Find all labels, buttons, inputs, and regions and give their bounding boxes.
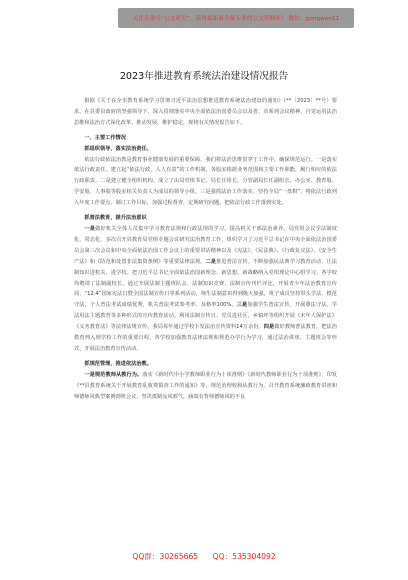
paragraph-lead: 一是规范教师从教行为。 xyxy=(84,371,143,378)
document-body xyxy=(74,96,337,402)
paragraph-lead: 一是 xyxy=(84,225,96,232)
document-title: 2023年推进教育系统法治建设情况报告 xyxy=(119,71,289,82)
subsection-heading: 抓普法教育，提升法治意识 xyxy=(84,215,147,222)
paragraph-lead: 三是 xyxy=(236,302,248,309)
intro-paragraph: 根据《关于在全市教育系统学习贯彻习近平法治思想推进教育系统法治建设的通知》（**〔2023〕**号）要求，在县委县政府的坚强领导下，深入贯彻落实中央全面依法治国委员会以及省、市系列会议精神，自觉运用法治思维和法治方式深化改革、推动发展、维护稳定，现将有关情况报告如下。 xyxy=(74,98,337,126)
body-paragraph xyxy=(74,370,337,403)
banner-text: 关注头条号“公文研究”，获得最新最全最专业的公文资料库！ 微信：gongwen11 xyxy=(132,16,340,22)
paragraph-lead: 二是 xyxy=(205,258,217,265)
section-heading: 一、主要工作情况 xyxy=(84,134,126,141)
footer-contact: QQ群：30265665 QQ：535304092 xyxy=(132,552,276,561)
body-paragraph: 依法行政依法治教是教育事业健康发展的重要保障，我们将法治思维贯穿于工作中，确保规范运行。一是落实依法行政责任。建立起“依法行政，人人有责”的工作机制，各股室根据业务范围和主要工作职能，履行相应的依法行政职责。二是建立健全组织机构。成立了由局党组书记、局长任组长，分管副局长任副组长，办公室、教育股、学安股、人事股等股室相关负责人为成员的领导小组。三是强抓法治工作落实。坚持全局“一盘棋”，将依法行政列入年度工作要点，制订工作目标，加强过程督查，定期研究问题，把依法行政工作落到实处。 xyxy=(74,156,337,207)
paragraph-text: 落实《新时代中小学教师职业行为十项准则》《新时代教师职业行为十项准则》，印发《**县教育系统关于开展教育乱收费摸查工作的通知》等，规范治理校和从教行为。召开教育系统廉政教育讲座和师德师风典型案例剖析会议，坚决抵制妄风邪气，涵端有背师德师风的不良 xyxy=(74,371,337,400)
paragraph-text: 加强学生普法宣传。开展尊法守法、学法用法主题教育等多种形式的宣传教育活动。利用法制宣传日、党员进社区、乡镇坪等组织开展《未年人保护法》《义务教育法》等法律法规宣传。我局每年通过学校下发法治宣传资料14万余份。 xyxy=(74,302,337,331)
paragraph-lead: 四是 xyxy=(263,324,275,331)
subsection-heading: 抓组织领导，落实法治责任。 xyxy=(84,145,152,152)
body-paragraph xyxy=(74,224,337,355)
paragraph-text: 做好机关全体人员集中学习教育法规和行政法规的学习，提高机关干部法治素养。局党组会议学法制度化、常态化，多次召开县教育局党组专题会议研究法治教育工作，组织学习了习近平总书记在中央全面依法治国委员会第三次会议和中央全面依法治国工作会议上的重要讲话精神以及《宪法》、《民法典》、《行政复议法》、《安全生产法》和《防范和处置非法集资条例》等重要法律法规。 xyxy=(74,225,337,265)
paragraph-text: 推进普法宣传。不断加强民法典学习教育活动，让法制知识进机关、进学校。把习近平总书记全面依法治国新理念、新思想、新战略纳入党组理论中心组学习。各学校均聘请了法制副校长，通过开展法制主题班队会、法制知识竞赛、法制宣传刊栏评比，开展青少年法治教育宣传周、“12.4”国家宪法日暨全国法制宣传日等系列活动，师生法制意识得到极大加强，班子成员坚持带头学法、模范守法，个人普法考试成绩优秀，机关普法考试参考率、及格率100%。 xyxy=(74,258,337,309)
header-banner xyxy=(118,8,354,28)
subsection-heading: 抓规范管理，推进依法治教。 xyxy=(84,360,152,367)
paragraph-text: 做好教师普法教育。把法治教育列入到学校工作的重要日程，各学校加强教育法律法规和规范办学行为学习，通过法治讲座、主题班会等形式，开展法治教育宣传活动。 xyxy=(74,324,337,352)
